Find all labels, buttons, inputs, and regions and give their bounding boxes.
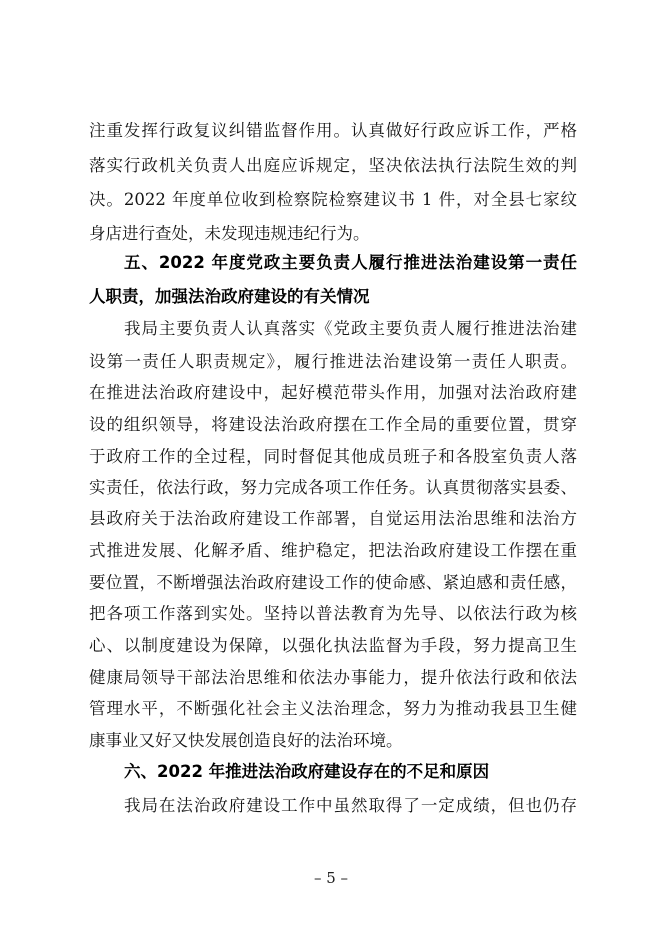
- text-line: 式推进发展、化解矛盾、维护稳定，把法治政府建设工作摆在重: [89, 541, 577, 560]
- text-line: 我局主要负责人认真落实《党政主要负责人履行推进法治建: [124, 319, 577, 338]
- text-line: 注重发挥行政复议纠错监督作用。认真做好行政应诉工作，严格: [89, 121, 577, 140]
- text-line: 健康局领导干部法治思维和依法办事能力，提升依法行政和依法: [89, 668, 577, 687]
- text-line: 实责任，依法行政，努力完成各项工作任务。认真贯彻落实县委、: [89, 478, 577, 497]
- text-line: 管理水平，不断强化社会主义法治理念，努力为推动我县卫生健: [89, 699, 577, 718]
- text-line: 设的组织领导，将建设法治政府摆在工作全局的重要位置，贯穿: [89, 415, 577, 434]
- text-line: 要位置，不断增强法治政府建设工作的使命感、紧迫感和责任感，: [89, 573, 577, 592]
- text-line: 于政府工作的全过程，同时督促其他成员班子和各股室负责人落: [89, 447, 577, 466]
- heading-line: 人职责，加强法治政府建设的有关情况: [89, 287, 370, 306]
- text-line: 县政府关于法治政府建设工作部署，自觉运用法治思维和法治方: [89, 509, 577, 528]
- text-line: 康事业又好又快发展创造良好的法治环境。: [89, 731, 403, 750]
- heading-line: 五、2022 年度党政主要负责人履行推进法治建设第一责任: [124, 253, 577, 272]
- text-line: 决。2022 年度单位收到检察院检察建议书 1 件，对全县七家纹: [89, 190, 577, 209]
- text-line: 把各项工作落到实处。坚持以普法教育为先导、以依法行政为核: [89, 604, 577, 623]
- text-line: 我局在法治政府建设工作中虽然取得了一定成绩，但也仍存: [124, 796, 577, 815]
- text-line: 设第一责任人职责规定》，履行推进法治建设第一责任人职责。: [89, 352, 577, 371]
- heading-line: 六、2022 年推进法治政府建设存在的不足和原因: [124, 762, 490, 781]
- text-line: 在推进法治政府建设中，起好模范带头作用，加强对法治政府建: [89, 383, 577, 402]
- page-number: – 5 –: [313, 869, 349, 887]
- text-line: 身店进行查处，未发现违规违纪行为。: [89, 224, 370, 243]
- text-line: 落实行政机关负责人出庭应诉规定，坚决依法执行法院生效的判: [89, 156, 577, 175]
- text-line: 心、以制度建设为保障，以强化执法监督为手段，努力提高卫生: [89, 636, 577, 655]
